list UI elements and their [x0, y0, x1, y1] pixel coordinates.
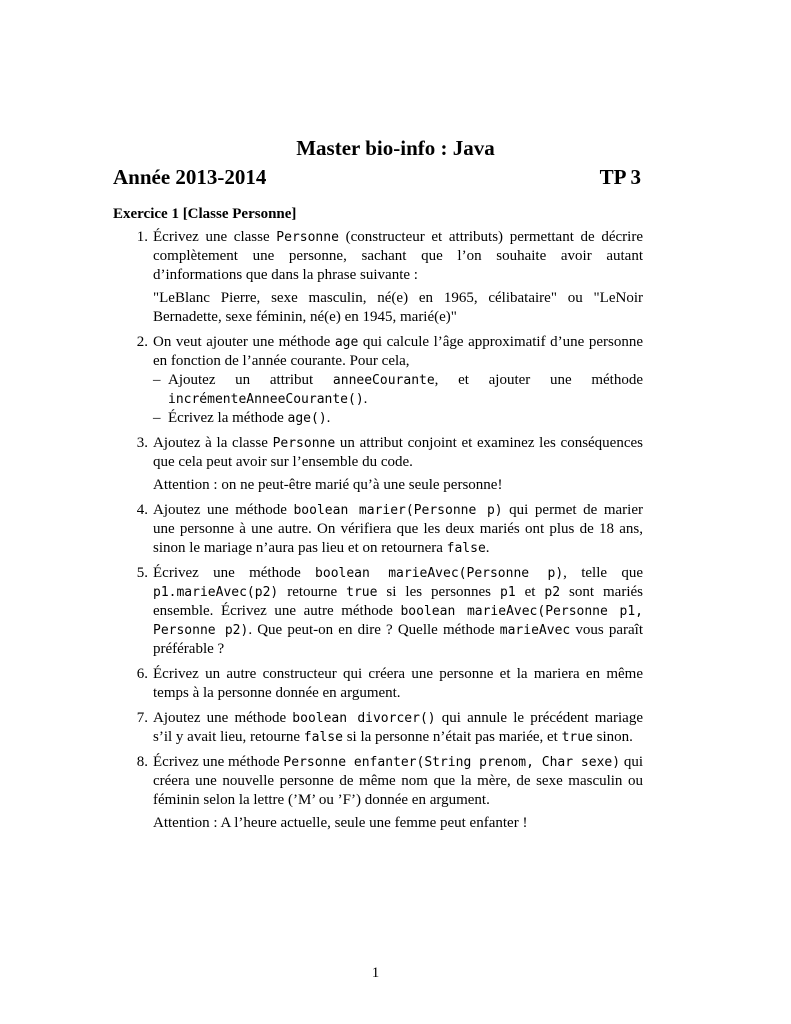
code-snippet: false [446, 541, 486, 556]
code-snippet: anneeCourante [332, 373, 435, 388]
list-item-4 [113, 501, 643, 558]
academic-year: Année 2013-2014 [113, 165, 267, 189]
list-item-3 [113, 434, 643, 495]
tp-number: TP 3 [599, 165, 641, 189]
list-item-6 [113, 665, 643, 703]
item-number: 6. [136, 666, 148, 682]
sub-item: – Écrivez la méthode age(). [153, 410, 331, 426]
example-quote: "LeBlanc Pierre, sexe masculin, né(e) en 1965, célibataire" ou "LeNoir Bernadette, sexe féminin, né(e) en 1945, marié(e)" [153, 290, 643, 325]
item-body: Écrivez une classe Personne (constructeur et attributs) permettant de décrire complètement une personne, sachant que l’on souhaite avoir autant d’informations que dans la phrase suivante : "LeBlanc Pierre, sexe masculin, né(e) en 1965, célibataire" ou "LeNoir Bernadette, sexe féminin, né(e) en 1945, marié(e)" [153, 229, 643, 325]
item-number: 4. [136, 502, 148, 518]
code-snippet: age [334, 335, 359, 350]
code-snippet: Personne [276, 230, 339, 245]
code-snippet: boolean marieAvec(Personne p1, Personne p2) [153, 604, 643, 638]
item-number: 8. [136, 754, 148, 770]
code-snippet: p1.marieAvec(p2) [153, 585, 279, 600]
code-snippet: false [303, 730, 343, 745]
code-snippet: age() [287, 411, 327, 426]
item-body: Ajoutez une méthode boolean divorcer() qui annule le précédent mariage s’il y avait lieu, retourne false si la personne n’était pas mariée, et true sinon. [153, 710, 643, 745]
exercise-list [113, 228, 643, 839]
code-snippet: incrémenteAnneeCourante() [168, 392, 364, 407]
exercise-heading: Exercice 1 [Classe Personne] [113, 206, 297, 222]
code-snippet: Personne enfanter(String prenom, Char sexe) [283, 755, 621, 770]
code-snippet: Personne [272, 436, 336, 451]
list-item-1 [113, 228, 643, 327]
page-number: 1 [371, 965, 380, 981]
document-title: Master bio-info : Java [296, 136, 495, 160]
item-body: Ajoutez une méthode boolean marier(Personne p) qui permet de marier une personne à une autre. On vérifiera que les deux mariés ont plus de 18 ans, sinon le mariage n’aura pas lieu et on retournera false. [153, 502, 643, 556]
item-body: On veut ajouter une méthode age qui calcule l’âge approximatif d’une personne en fonction de l’année courante. Pour cela, – Ajoutez un attribut anneeCourante, et ajouter une méthode incrémenteAnneeCourante(). – Écrivez la méthode age(). [153, 334, 644, 426]
list-item-5 [113, 564, 643, 659]
code-snippet: boolean marieAvec(Personne p) [315, 566, 564, 581]
code-snippet: true [346, 585, 378, 600]
code-snippet: marieAvec [499, 623, 571, 638]
item-number: 1. [136, 229, 148, 245]
code-snippet: p2 [544, 585, 561, 600]
attention-note: Attention : on ne peut-être marié qu’à une seule personne! [153, 477, 503, 493]
code-snippet: true [561, 730, 593, 745]
item-body: Écrivez un autre constructeur qui créera une personne et la mariera en même temps à la personne donnée en argument. [153, 666, 643, 701]
item-body: Ajoutez à la classe Personne un attribut conjoint et examinez les conséquences que cela peut avoir sur l’ensemble du code. Attention : on ne peut-être marié qu’à une seule personne! [153, 435, 643, 493]
code-snippet: boolean divorcer() [292, 711, 436, 726]
item-body: Écrivez une méthode Personne enfanter(String prenom, Char sexe) qui créera une nouvelle personne de même nom que la mère, de sexe masculin ou féminin selon la lettre (’M’ ou ’F’) donnée en argument. Attention : A l’heure actuelle, seule une femme peut enfanter ! [153, 754, 644, 831]
item-number: 5. [136, 565, 148, 581]
item-number: 2. [136, 334, 148, 350]
list-item-8 [113, 753, 643, 833]
item-number: 7. [136, 710, 148, 726]
item-body: Écrivez une méthode boolean marieAvec(Personne p), telle que p1.marieAvec(p2) retourne true si les personnes p1 et p2 sont mariés ensemble. Écrivez une autre méthode boolean marieAvec(Personne p1, Personne p2). Que peut-on en dire ? Quelle méthode marieAvec vous paraît préférable ? [153, 565, 644, 657]
code-snippet: p1 [500, 585, 516, 600]
code-snippet: boolean marier(Personne p) [293, 503, 503, 518]
sub-item: – Ajoutez un attribut anneeCourante, et ajouter une méthode incrémenteAnneeCourante(). [153, 372, 644, 407]
list-item-2 [113, 333, 643, 428]
list-item-7 [113, 709, 643, 747]
attention-note: Attention : A l’heure actuelle, seule une femme peut enfanter ! [153, 815, 528, 831]
item-number: 3. [136, 435, 148, 451]
